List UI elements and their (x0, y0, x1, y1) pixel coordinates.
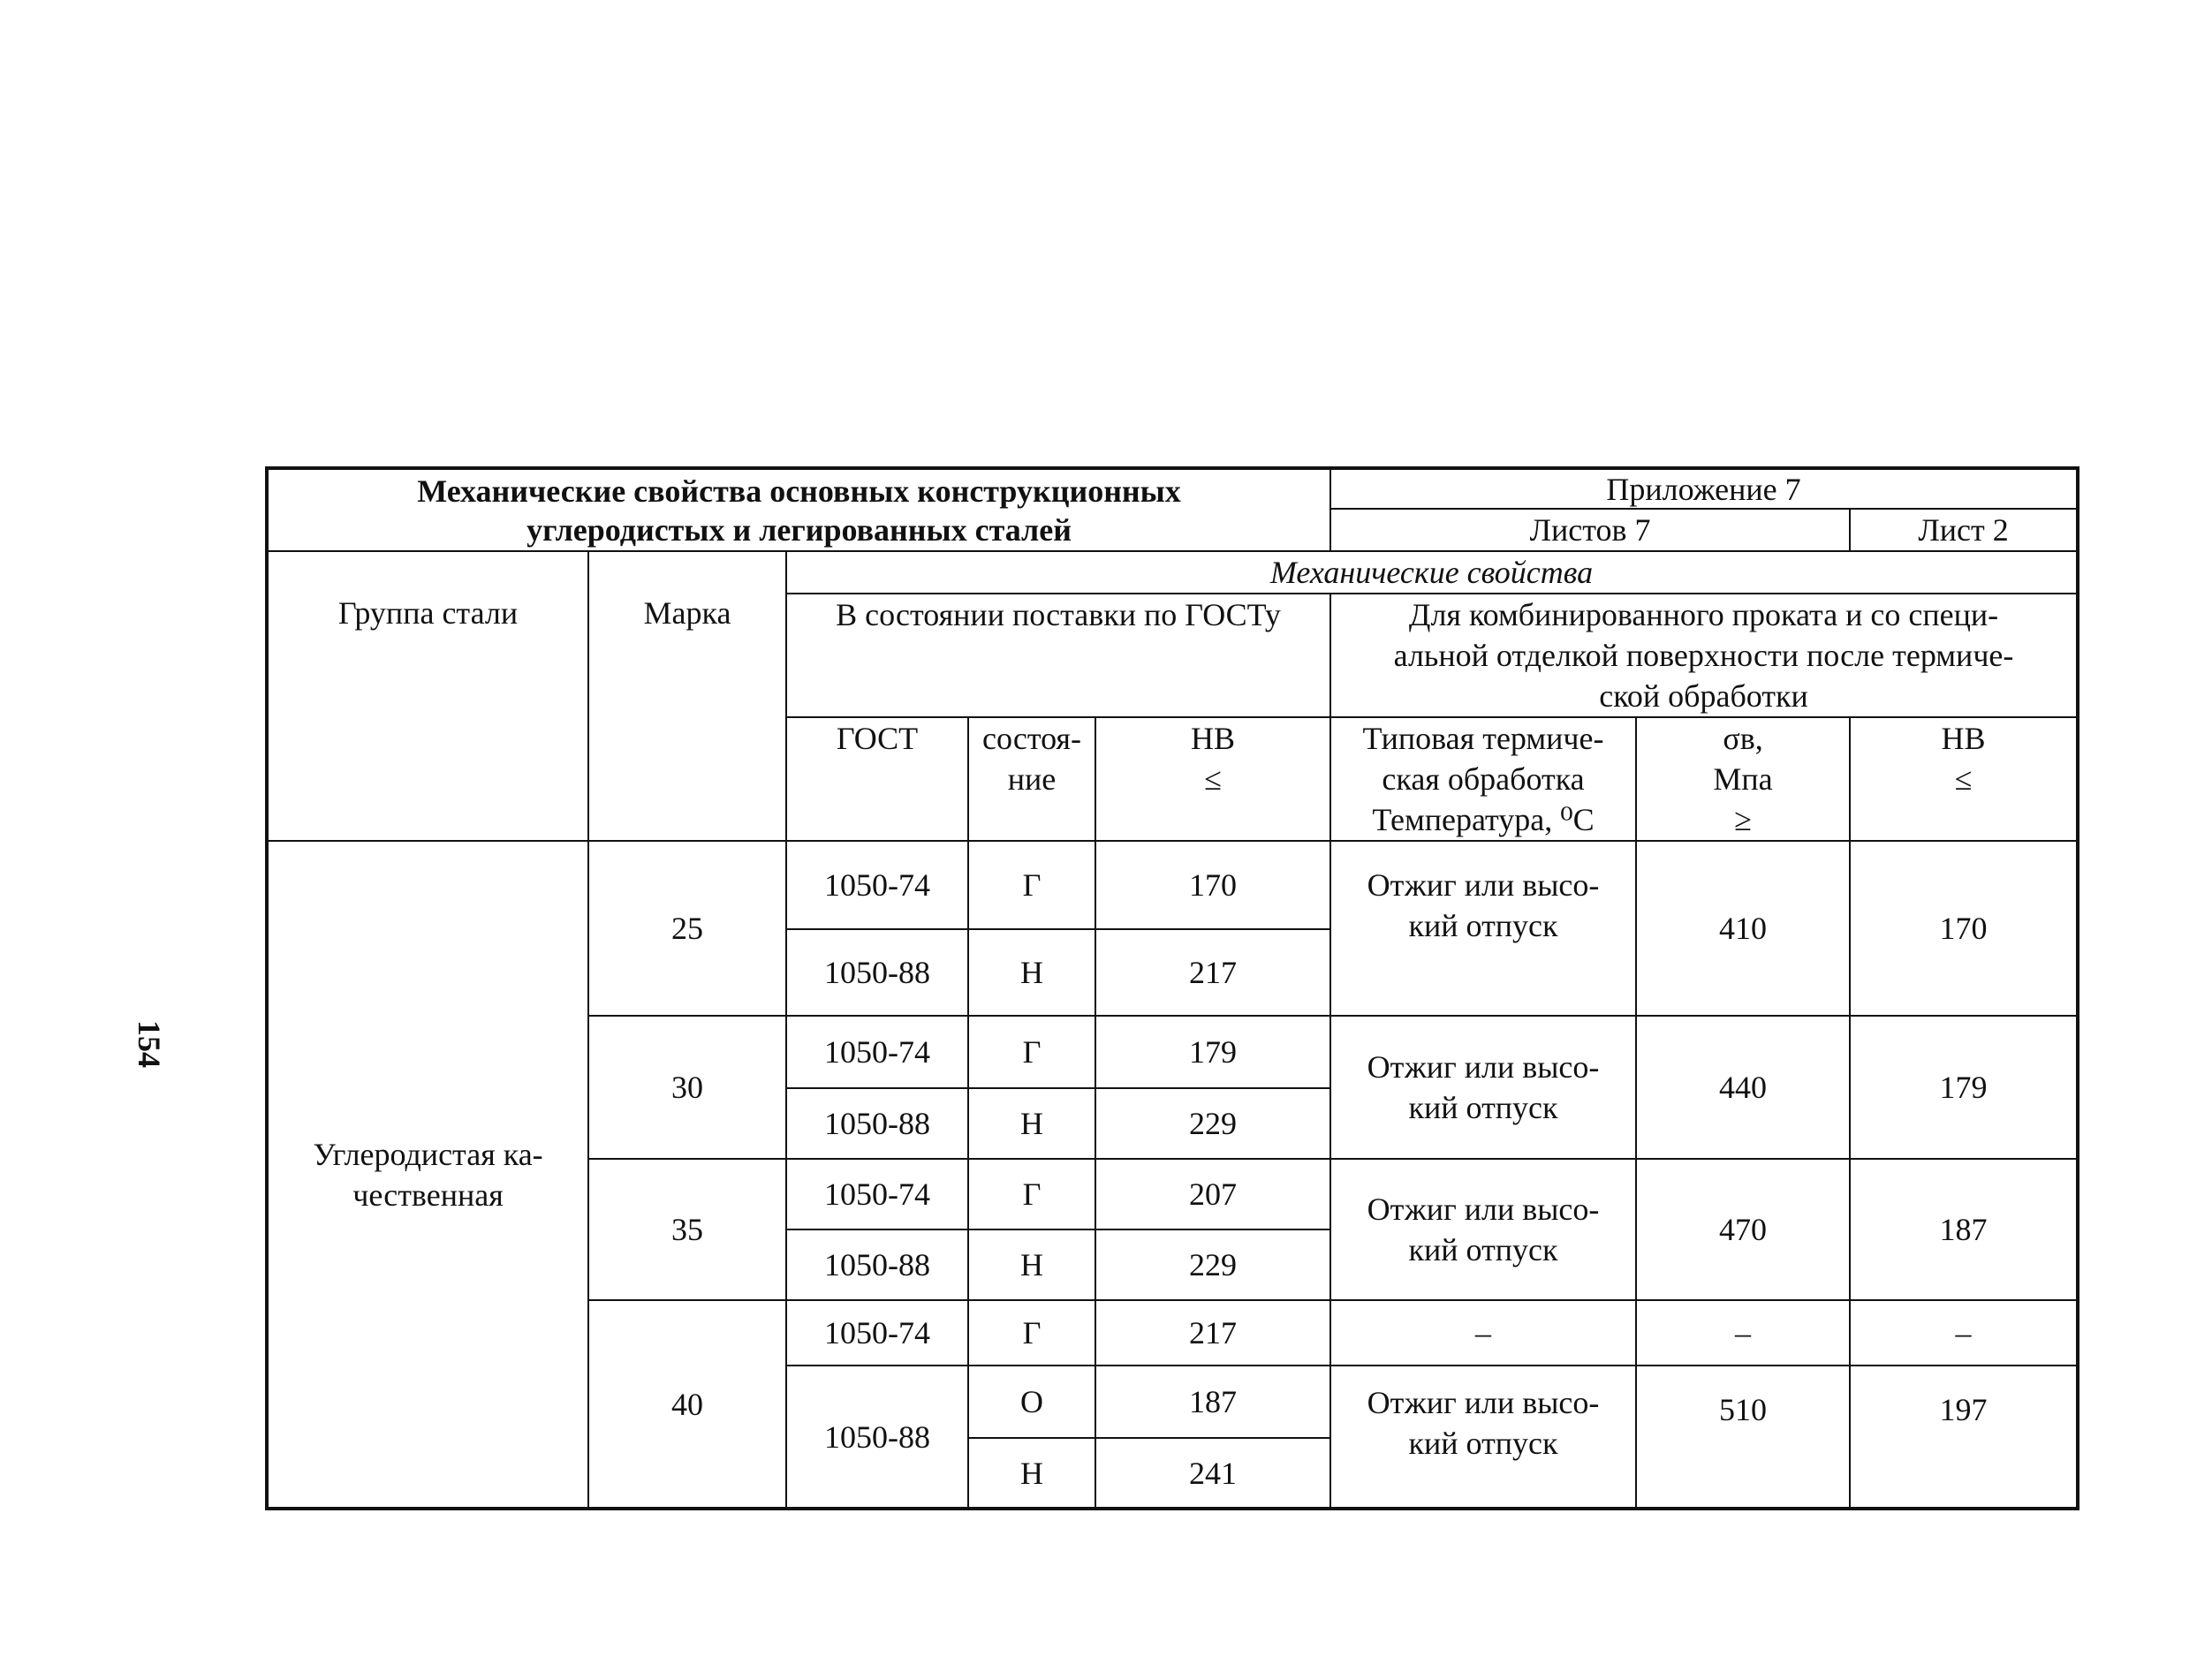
col-hb-line-1: HB (1191, 721, 1236, 756)
hb-cell: 229 (1095, 1088, 1330, 1159)
col-delivery-header (786, 594, 1330, 717)
state-cell: Г (968, 1159, 1095, 1229)
heat-treatment-line-1: Отжиг или высо- (1367, 1192, 1600, 1227)
gost-cell: 1050-74 (786, 1159, 968, 1229)
title-line-1: Механические свойства основных конструкционных (417, 473, 1181, 509)
appendix-label: Приложение 7 (1330, 468, 2078, 509)
sigma-value: 510 (1719, 1392, 1768, 1427)
state-cell: Г (968, 1016, 1095, 1088)
sigma-cell: – (1636, 1300, 1850, 1366)
hb-cell: 187 (1095, 1366, 1330, 1438)
gost-cell: 1050-74 (786, 1016, 968, 1088)
hb-cell: 241 (1095, 1438, 1330, 1509)
col-heat-line-3: Температура, ⁰С (1372, 802, 1595, 837)
hb2-cell (1850, 1366, 2078, 1509)
heat-treatment-line-1: Отжиг или высо- (1367, 1049, 1600, 1085)
grade-cell: 30 (588, 1016, 786, 1159)
sheet-number: Лист 2 (1850, 509, 2078, 551)
col-sigma-header (1636, 717, 1850, 841)
heat-treatment-cell (1330, 1159, 1636, 1300)
steel-group-line-1: Углеродистая ка- (313, 1136, 543, 1172)
state-cell: Н (968, 1438, 1095, 1509)
gost-cell: 1050-88 (786, 1366, 968, 1509)
sigma-cell: 410 (1636, 841, 1850, 1016)
gost-cell: 1050-88 (786, 1088, 968, 1159)
col-state-header (968, 717, 1095, 841)
heat-treatment-line-2: кий отпуск (1408, 1090, 1558, 1125)
col-combined-line-2: альной отделкой поверхности после термиче- (1393, 638, 2014, 673)
grade-cell: 25 (588, 841, 786, 1016)
hb2-cell: 170 (1850, 841, 2078, 1016)
hb-cell: 217 (1095, 1300, 1330, 1366)
state-cell: Г (968, 1300, 1095, 1366)
steel-group-line-2: чественная (352, 1176, 504, 1213)
col-gost-header (786, 717, 968, 841)
col-combined-line-1: Для комбинированного проката и со специ- (1408, 597, 1999, 632)
col-sigma-line-2: Мпа (1713, 761, 1773, 797)
hb2-cell: 179 (1850, 1016, 2078, 1159)
col-combined-line-3: ской обработки (1599, 678, 1808, 714)
state-cell: Н (968, 929, 1095, 1016)
hb-cell: 229 (1095, 1229, 1330, 1300)
heat-treatment-line-1: Отжиг или высо- (1367, 867, 1600, 903)
col-sigma-line-3: ≥ (1734, 802, 1752, 837)
heat-treatment-cell (1330, 1366, 1636, 1509)
state-cell: Н (968, 1088, 1095, 1159)
heat-treatment-cell (1330, 1016, 1636, 1159)
col-group-header (267, 551, 588, 841)
col-heat-line-2: ская обработка (1382, 761, 1585, 797)
col-grade-header (588, 551, 786, 841)
col-hb-line-2: ≤ (1204, 761, 1222, 797)
col-hb-header (1095, 717, 1330, 841)
grade-cell: 40 (588, 1300, 786, 1509)
heat-treatment-cell (1330, 841, 1636, 1016)
gost-cell: 1050-88 (786, 1229, 968, 1300)
heat-treatment-line-1: Отжиг или высо- (1367, 1385, 1600, 1420)
heat-treatment-cell: – (1330, 1300, 1636, 1366)
hb-cell: 170 (1095, 841, 1330, 929)
sigma-cell (1636, 1366, 1850, 1509)
col-gost-label: ГОСТ (836, 721, 919, 756)
grade-cell: 35 (588, 1159, 786, 1300)
col-heat-header (1330, 717, 1636, 841)
steel-group-cell (267, 841, 588, 1509)
table-row (267, 841, 2078, 929)
sigma-cell: 470 (1636, 1159, 1850, 1300)
gost-cell: 1050-74 (786, 841, 968, 929)
hb-cell: 217 (1095, 929, 1330, 1016)
state-cell: Н (968, 1229, 1095, 1300)
table-title (267, 468, 1330, 551)
col-hb2-line-1: HB (1941, 721, 1986, 756)
col-heat-line-1: Типовая термиче- (1362, 721, 1604, 756)
hb2-cell: 187 (1850, 1159, 2078, 1300)
gost-cell: 1050-88 (786, 929, 968, 1016)
col-hb2-line-2: ≤ (1954, 761, 1973, 797)
col-state-line-1: состоя- (982, 721, 1081, 756)
hb-cell: 179 (1095, 1016, 1330, 1088)
sheets-total: Листов 7 (1330, 509, 1850, 551)
gost-cell: 1050-74 (786, 1300, 968, 1366)
sigma-cell: 440 (1636, 1016, 1850, 1159)
heat-treatment-line-2: кий отпуск (1408, 1232, 1558, 1267)
col-delivery-label: В состоянии поставки по ГОСТу (836, 597, 1281, 632)
heat-treatment-line-2: кий отпуск (1408, 1426, 1558, 1461)
steel-properties-table (265, 466, 2079, 1510)
col-state-line-2: ние (1007, 761, 1057, 797)
hb2-cell: – (1850, 1300, 2078, 1366)
col-combined-header (1330, 594, 2078, 717)
col-hb2-header (1850, 717, 2078, 841)
title-line-2: углеродистых и легированных сталей (526, 511, 1072, 548)
col-mechanical-header: Механические свойства (786, 551, 2078, 594)
state-cell: Г (968, 841, 1095, 929)
col-group-label: Группа стали (337, 595, 519, 631)
col-grade-label: Марка (643, 595, 731, 631)
heat-treatment-line-2: кий отпуск (1408, 908, 1558, 943)
page-number: 154 (132, 1020, 167, 1068)
state-cell: О (968, 1366, 1095, 1438)
hb-cell: 207 (1095, 1159, 1330, 1229)
col-sigma-line-1: σв, (1723, 721, 1763, 756)
hb2-value: 197 (1939, 1392, 1988, 1427)
